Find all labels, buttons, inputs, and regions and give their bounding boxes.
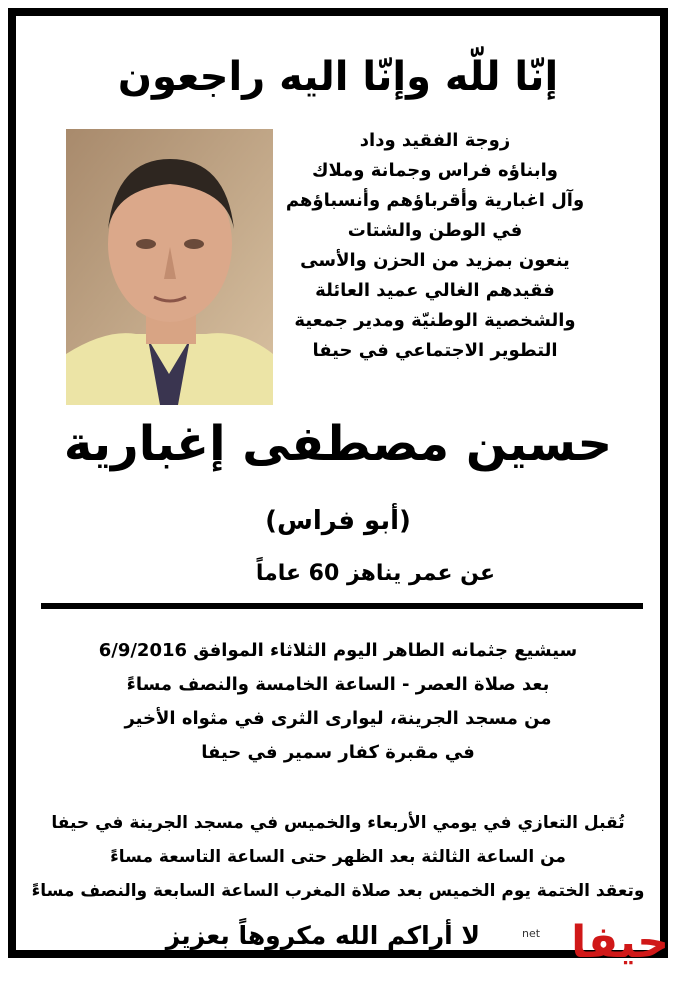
family-line: ينعون بمزيد من الحزن والأسى [300, 250, 570, 271]
family-line: زوجة الفقيد وداد [359, 130, 511, 151]
watermark-logo [500, 907, 680, 977]
funeral-line: بعد صلاة العصر - الساعة الخامسة والنصف مساءً [126, 674, 550, 695]
family-line: في الوطن والشتات [347, 220, 523, 241]
deceased-name: حسين مصطفى إغبارية [63, 416, 613, 472]
closing-line: لا أراكم الله مكروهاً بعزيز [165, 921, 480, 950]
family-line: فقيدهم الغالي عميد العائلة [315, 280, 555, 301]
divider [41, 603, 643, 609]
family-announcement [250, 126, 620, 366]
condolence-details [16, 806, 660, 908]
age-line: عن عمر يناهز 60 عاماً [255, 561, 495, 586]
condolence-line: وتعقد الختمة يوم الخميس بعد صلاة المغرب الساعة السابعة والنصف مساءً [31, 881, 645, 901]
funeral-details [16, 634, 660, 770]
family-line: التطوير الاجتماعي في حيفا [312, 340, 558, 361]
watermark-suffix: net [522, 927, 541, 940]
funeral-line: من مسجد الجرينة، ليوارى الثرى في مثواه الأخير [124, 708, 552, 729]
header-verse: إنّا للّه وإنّا اليه راجعون [117, 54, 559, 100]
deceased-photo [66, 129, 273, 405]
family-line: وابناؤه فراس وجمانة وملاك [312, 160, 558, 181]
watermark-brand: حيفا [571, 917, 669, 968]
condolence-line: تُقبل التعازي في يومي الأربعاء والخميس في مسجد الجرينة في حيفا [51, 813, 625, 833]
nickname: (أبو فراس) [265, 506, 411, 536]
funeral-line: في مقبرة كفار سمير في حيفا [201, 742, 475, 763]
obituary-frame [8, 8, 668, 958]
funeral-line: سيشيع جثمانه الطاهر اليوم الثلاثاء الموافق 6/9/2016 [98, 640, 578, 661]
condolence-line: من الساعة الثالثة بعد الظهر حتى الساعة التاسعة مساءً [110, 847, 566, 867]
family-line: والشخصية الوطنيّة ومدير جمعية [294, 310, 576, 331]
family-line: وآل اغبارية وأقرباؤهم وأنسباؤهم [285, 190, 585, 211]
